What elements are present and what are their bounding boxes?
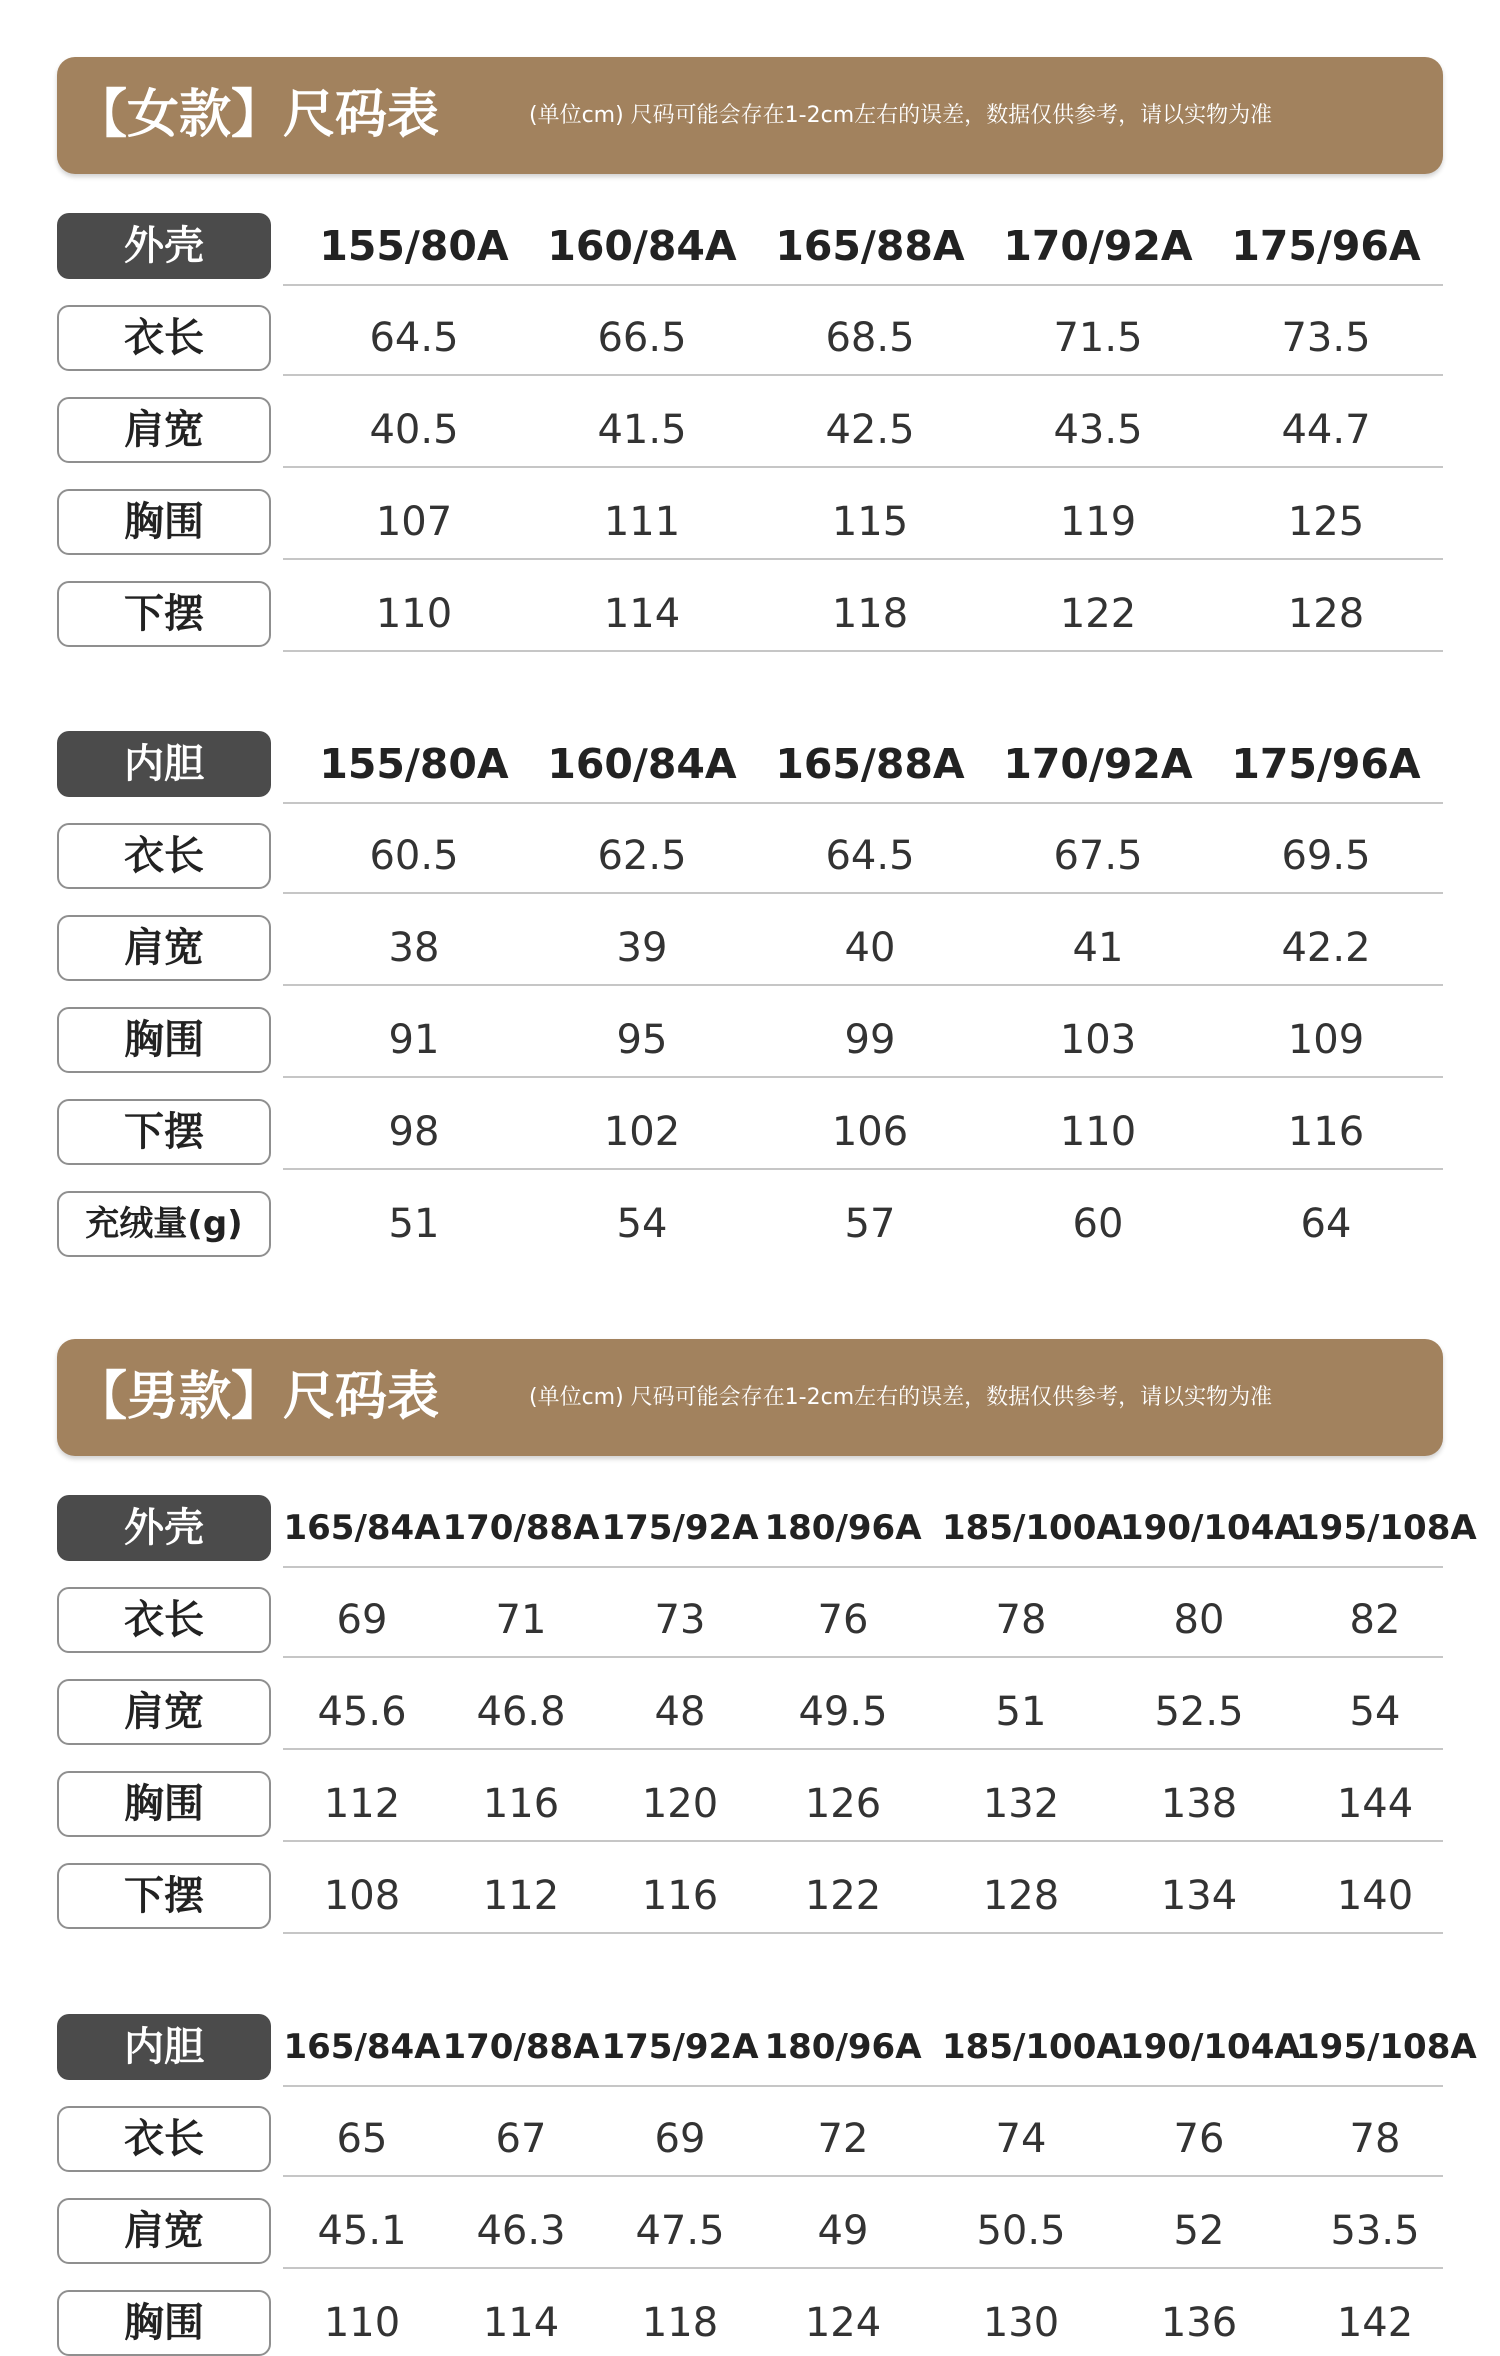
measurement-value: 125 bbox=[1287, 499, 1365, 545]
measurement-label: 肩宽 bbox=[57, 915, 271, 981]
row-divider bbox=[283, 284, 1443, 286]
measurement-value: 69 bbox=[654, 2116, 706, 2162]
measurement-value: 41 bbox=[1072, 925, 1124, 971]
measurement-value: 60.5 bbox=[369, 833, 459, 879]
measurement-value: 142 bbox=[1336, 2300, 1414, 2346]
measurement-value: 107 bbox=[375, 499, 453, 545]
size-column-header: 165/88A bbox=[775, 740, 965, 788]
measurement-value: 65 bbox=[336, 2116, 388, 2162]
size-column-header: 195/108A bbox=[1296, 2027, 1477, 2067]
measurement-value: 64 bbox=[1300, 1201, 1352, 1247]
measurement-value: 128 bbox=[982, 1873, 1060, 1919]
row-divider bbox=[283, 1168, 1443, 1170]
measurement-value: 126 bbox=[804, 1781, 882, 1827]
measurement-value: 67.5 bbox=[1053, 833, 1143, 879]
measurement-value: 91 bbox=[388, 1017, 440, 1063]
measurement-value: 46.8 bbox=[476, 1689, 566, 1735]
size-column-header: 170/88A bbox=[442, 2027, 600, 2067]
measurement-value: 103 bbox=[1059, 1017, 1137, 1063]
measurement-value: 122 bbox=[1059, 591, 1137, 637]
measurement-value: 128 bbox=[1287, 591, 1365, 637]
size-column-header: 165/84A bbox=[283, 2027, 441, 2067]
measurement-value: 44.7 bbox=[1281, 407, 1371, 453]
size-column-header: 155/80A bbox=[319, 222, 509, 270]
row-divider bbox=[283, 892, 1443, 894]
row-divider bbox=[283, 1932, 1443, 1934]
measurement-value: 112 bbox=[323, 1781, 401, 1827]
measurement-value: 111 bbox=[603, 499, 681, 545]
measurement-label: 衣长 bbox=[57, 305, 271, 371]
measurement-value: 69.5 bbox=[1281, 833, 1371, 879]
table-header-label: 外壳 bbox=[57, 213, 271, 279]
size-column-header: 180/96A bbox=[764, 2027, 922, 2067]
row-divider bbox=[283, 1748, 1443, 1750]
measurement-value: 109 bbox=[1287, 1017, 1365, 1063]
measurement-label: 衣长 bbox=[57, 2106, 271, 2172]
measurement-label: 衣长 bbox=[57, 823, 271, 889]
measurement-label: 胸围 bbox=[57, 1771, 271, 1837]
row-divider bbox=[283, 1656, 1443, 1658]
measurement-value: 112 bbox=[482, 1873, 560, 1919]
size-column-header: 165/88A bbox=[775, 222, 965, 270]
row-divider bbox=[283, 2267, 1443, 2269]
measurement-label: 肩宽 bbox=[57, 1679, 271, 1745]
measurement-value: 116 bbox=[1287, 1109, 1365, 1155]
row-divider bbox=[283, 650, 1443, 652]
measurement-value: 48 bbox=[654, 1689, 706, 1735]
size-column-header: 185/100A bbox=[942, 2027, 1123, 2067]
measurement-label: 充绒量(g) bbox=[57, 1191, 271, 1257]
measurement-value: 71.5 bbox=[1053, 315, 1143, 361]
measurement-value: 110 bbox=[375, 591, 453, 637]
measurement-value: 99 bbox=[844, 1017, 896, 1063]
size-column-header: 160/84A bbox=[547, 222, 737, 270]
measurement-label: 衣长 bbox=[57, 1587, 271, 1653]
measurement-value: 80 bbox=[1173, 1597, 1225, 1643]
measurement-value: 67 bbox=[495, 2116, 547, 2162]
table-header-label: 内胆 bbox=[57, 2014, 271, 2080]
measurement-value: 57 bbox=[844, 1201, 896, 1247]
size-column-header: 170/88A bbox=[442, 1508, 600, 1548]
measurement-value: 54 bbox=[1349, 1689, 1401, 1735]
measurement-value: 116 bbox=[482, 1781, 560, 1827]
measurement-value: 144 bbox=[1336, 1781, 1414, 1827]
men-size-chart-title: 【男款】尺码表 bbox=[75, 1367, 440, 1427]
row-divider bbox=[283, 466, 1443, 468]
row-divider bbox=[283, 1076, 1443, 1078]
measurement-value: 73 bbox=[654, 1597, 706, 1643]
measurement-value: 52 bbox=[1173, 2208, 1225, 2254]
size-column-header: 170/92A bbox=[1003, 740, 1193, 788]
measurement-label: 肩宽 bbox=[57, 397, 271, 463]
size-column-header: 160/84A bbox=[547, 740, 737, 788]
measurement-value: 102 bbox=[603, 1109, 681, 1155]
men-size-chart-banner bbox=[57, 1339, 1443, 1456]
size-column-header: 175/96A bbox=[1231, 222, 1421, 270]
size-column-header: 155/80A bbox=[319, 740, 509, 788]
measurement-value: 45.6 bbox=[317, 1689, 407, 1735]
size-column-header: 175/92A bbox=[601, 2027, 759, 2067]
size-column-header: 180/96A bbox=[764, 1508, 922, 1548]
measurement-label: 胸围 bbox=[57, 1007, 271, 1073]
men-size-chart-note: (单位cm) 尺码可能会存在1-2cm左右的误差，数据仅供参考，请以实物为准 bbox=[529, 1385, 1273, 1410]
measurement-value: 51 bbox=[995, 1689, 1047, 1735]
measurement-value: 115 bbox=[831, 499, 909, 545]
measurement-value: 49.5 bbox=[798, 1689, 888, 1735]
measurement-value: 72 bbox=[817, 2116, 869, 2162]
measurement-value: 66.5 bbox=[597, 315, 687, 361]
women-size-chart-title: 【女款】尺码表 bbox=[75, 85, 440, 145]
measurement-value: 62.5 bbox=[597, 833, 687, 879]
measurement-value: 38 bbox=[388, 925, 440, 971]
size-column-header: 175/96A bbox=[1231, 740, 1421, 788]
measurement-value: 118 bbox=[641, 2300, 719, 2346]
measurement-value: 116 bbox=[641, 1873, 719, 1919]
measurement-value: 120 bbox=[641, 1781, 719, 1827]
measurement-label: 下摆 bbox=[57, 1863, 271, 1929]
measurement-value: 78 bbox=[1349, 2116, 1401, 2162]
size-column-header: 185/100A bbox=[942, 1508, 1123, 1548]
measurement-value: 42.2 bbox=[1281, 925, 1371, 971]
measurement-label: 下摆 bbox=[57, 581, 271, 647]
row-divider bbox=[283, 984, 1443, 986]
measurement-value: 134 bbox=[1160, 1873, 1238, 1919]
measurement-value: 39 bbox=[616, 925, 668, 971]
measurement-value: 108 bbox=[323, 1873, 401, 1919]
measurement-value: 46.3 bbox=[476, 2208, 566, 2254]
measurement-value: 73.5 bbox=[1281, 315, 1371, 361]
measurement-value: 138 bbox=[1160, 1781, 1238, 1827]
measurement-value: 122 bbox=[804, 1873, 882, 1919]
size-column-header: 195/108A bbox=[1296, 1508, 1477, 1548]
women-size-chart-note: (单位cm) 尺码可能会存在1-2cm左右的误差，数据仅供参考，请以实物为准 bbox=[529, 103, 1273, 128]
row-divider bbox=[283, 2175, 1443, 2177]
measurement-value: 136 bbox=[1160, 2300, 1238, 2346]
row-divider bbox=[283, 1840, 1443, 1842]
size-column-header: 170/92A bbox=[1003, 222, 1193, 270]
row-divider bbox=[283, 802, 1443, 804]
measurement-value: 132 bbox=[982, 1781, 1060, 1827]
measurement-value: 40 bbox=[844, 925, 896, 971]
measurement-value: 106 bbox=[831, 1109, 909, 1155]
measurement-value: 64.5 bbox=[369, 315, 459, 361]
measurement-value: 76 bbox=[1173, 2116, 1225, 2162]
measurement-value: 42.5 bbox=[825, 407, 915, 453]
measurement-value: 114 bbox=[603, 591, 681, 637]
measurement-value: 130 bbox=[982, 2300, 1060, 2346]
measurement-value: 140 bbox=[1336, 1873, 1414, 1919]
measurement-value: 98 bbox=[388, 1109, 440, 1155]
measurement-value: 52.5 bbox=[1154, 1689, 1244, 1735]
measurement-value: 68.5 bbox=[825, 315, 915, 361]
measurement-value: 50.5 bbox=[976, 2208, 1066, 2254]
measurement-value: 45.1 bbox=[317, 2208, 407, 2254]
measurement-value: 124 bbox=[804, 2300, 882, 2346]
measurement-value: 40.5 bbox=[369, 407, 459, 453]
measurement-value: 49 bbox=[817, 2208, 869, 2254]
measurement-label: 肩宽 bbox=[57, 2198, 271, 2264]
measurement-value: 78 bbox=[995, 1597, 1047, 1643]
measurement-value: 95 bbox=[616, 1017, 668, 1063]
measurement-label: 胸围 bbox=[57, 489, 271, 555]
measurement-value: 60 bbox=[1072, 1201, 1124, 1247]
measurement-value: 71 bbox=[495, 1597, 547, 1643]
measurement-value: 51 bbox=[388, 1201, 440, 1247]
measurement-label: 胸围 bbox=[57, 2290, 271, 2356]
measurement-value: 82 bbox=[1349, 1597, 1401, 1643]
measurement-value: 119 bbox=[1059, 499, 1137, 545]
measurement-value: 41.5 bbox=[597, 407, 687, 453]
row-divider bbox=[283, 2085, 1443, 2087]
measurement-value: 64.5 bbox=[825, 833, 915, 879]
measurement-value: 54 bbox=[616, 1201, 668, 1247]
measurement-value: 69 bbox=[336, 1597, 388, 1643]
row-divider bbox=[283, 1566, 1443, 1568]
table-header-label: 内胆 bbox=[57, 731, 271, 797]
women-size-chart-banner bbox=[57, 57, 1443, 174]
measurement-value: 110 bbox=[1059, 1109, 1137, 1155]
size-column-header: 190/104A bbox=[1120, 2027, 1301, 2067]
measurement-value: 47.5 bbox=[635, 2208, 725, 2254]
measurement-label: 下摆 bbox=[57, 1099, 271, 1165]
measurement-value: 110 bbox=[323, 2300, 401, 2346]
size-column-header: 175/92A bbox=[601, 1508, 759, 1548]
measurement-value: 43.5 bbox=[1053, 407, 1143, 453]
measurement-value: 53.5 bbox=[1330, 2208, 1420, 2254]
row-divider bbox=[283, 374, 1443, 376]
measurement-value: 118 bbox=[831, 591, 909, 637]
size-column-header: 165/84A bbox=[283, 1508, 441, 1548]
measurement-value: 114 bbox=[482, 2300, 560, 2346]
table-header-label: 外壳 bbox=[57, 1495, 271, 1561]
measurement-value: 76 bbox=[817, 1597, 869, 1643]
size-column-header: 190/104A bbox=[1120, 1508, 1301, 1548]
measurement-value: 74 bbox=[995, 2116, 1047, 2162]
row-divider bbox=[283, 558, 1443, 560]
